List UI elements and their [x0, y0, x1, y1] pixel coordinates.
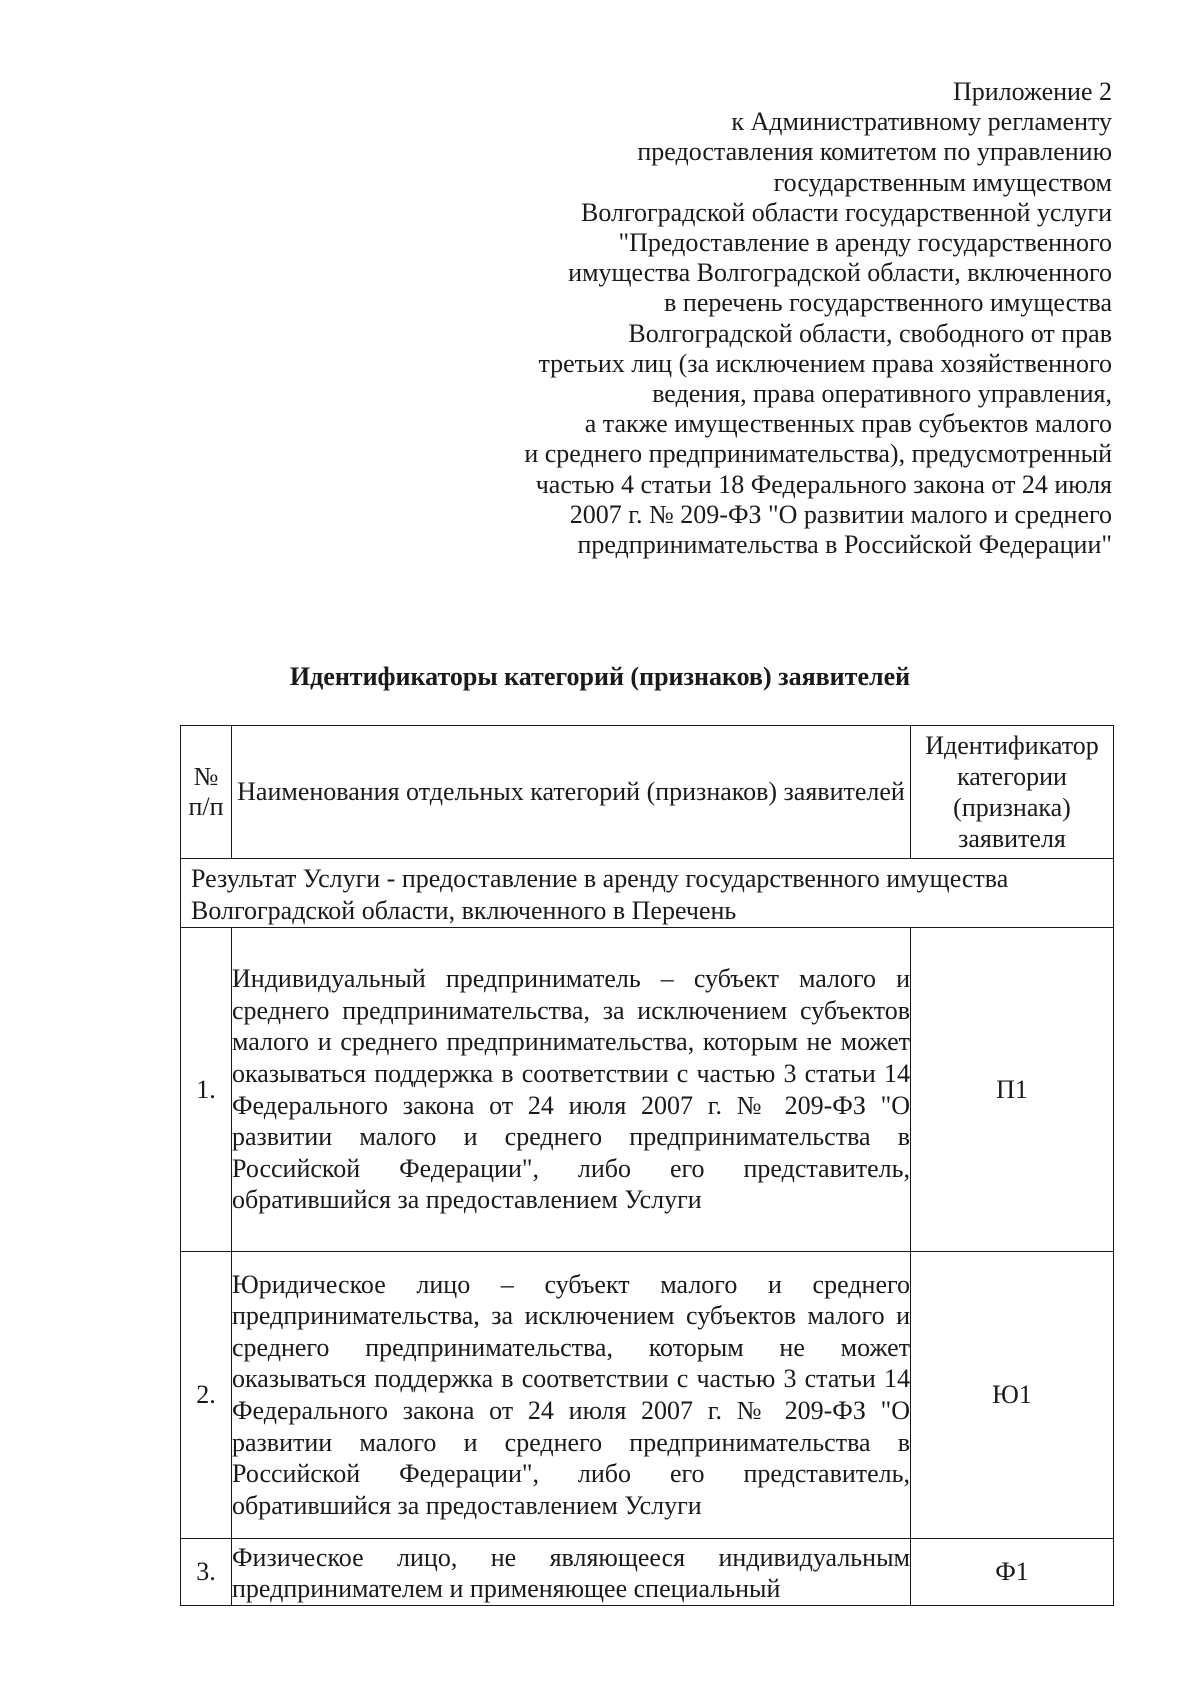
row-identifier: П1 [911, 928, 1114, 1252]
appendix-line: Волгоградской области государственной услуги [581, 197, 1112, 227]
row-number: 1. [181, 928, 232, 1252]
row-number: 3. [181, 1539, 232, 1606]
header-identifier: Идентификатор категории (признака) заявителя [911, 726, 1114, 859]
table-row [181, 1252, 1114, 1539]
appendix-line: предпринимательства в Российской Федерации" [577, 530, 1112, 560]
appendix-line: третьих лиц (за исключением права хозяйственного [538, 348, 1112, 378]
appendix-line: Приложение 2 [952, 77, 1112, 106]
row-category-text: Юридическое лицо – субъект малого и среднего предпринимательства, за исключением субъектов малого и среднего предпринимательства, которым не может оказываться поддержка в соответствии с частью 3 статьи 14 Федерального закона от 24 июля 2007 г. № 209-ФЗ "О развитии малого и среднего предпринимательства в Российской Федерации", либо его представитель, обратившийся за предоставлением Услуги [232, 1252, 911, 1539]
appendix-line: ведения, права оперативного управления, [652, 379, 1112, 409]
appendix-line: а также имущественных прав субъектов малого [584, 409, 1112, 439]
appendix-line: государственным имуществом [773, 167, 1112, 197]
document-title: Идентификаторы категорий (признаков) заявителей [289, 662, 911, 691]
row-identifier: Ю1 [911, 1252, 1114, 1539]
appendix-line: частью 4 статьи 18 Федерального закона от 24 июля [535, 469, 1112, 499]
row-category-text: Индивидуальный предприниматель – субъект малого и среднего предпринимательства, за исключением субъектов малого и среднего предпринимательства, которым не может оказываться поддержка в соответствии с частью 3 статьи 14 Федерального закона от 24 июля 2007 г. № 209-ФЗ "О развитии малого и среднего предпринимательства в Российской Федерации", либо его представитель, обратившийся за предоставлением Услуги [232, 928, 911, 1252]
row-category-text: Физическое лицо, не являющееся индивидуальным предпринимателем и применяющее специальный [232, 1539, 911, 1606]
table-header-row [181, 726, 1114, 859]
appendix-line: к Административному регламенту [731, 107, 1112, 137]
header-category-name: Наименования отдельных категорий (признаков) заявителей [232, 726, 911, 859]
appendix-line: Волгоградской области, свободного от прав [628, 318, 1112, 348]
appendix-block [352, 77, 1112, 560]
appendix-line: предоставления комитетом по управлению [637, 137, 1112, 167]
table-row [181, 928, 1114, 1252]
result-row [181, 859, 1114, 928]
table-row [181, 1539, 1114, 1606]
result-row-text: Результат Услуги - предоставление в аренду государственного имущества Волгоградской области, включенного в Перечень [181, 859, 1114, 928]
appendix-line: в перечень государственного имущества [664, 288, 1112, 318]
appendix-line: "Предоставление в аренду государственного [618, 228, 1112, 258]
appendix-line: и среднего предпринимательства), предусмотренный [524, 439, 1112, 469]
header-number: № п/п [181, 726, 232, 859]
applicant-categories-table [180, 725, 1114, 1606]
appendix-line: 2007 г. № 209-ФЗ "О развитии малого и среднего [569, 499, 1112, 529]
appendix-line: имущества Волгоградской области, включенного [568, 258, 1112, 288]
row-number: 2. [181, 1252, 232, 1539]
row-identifier: Ф1 [911, 1539, 1114, 1606]
